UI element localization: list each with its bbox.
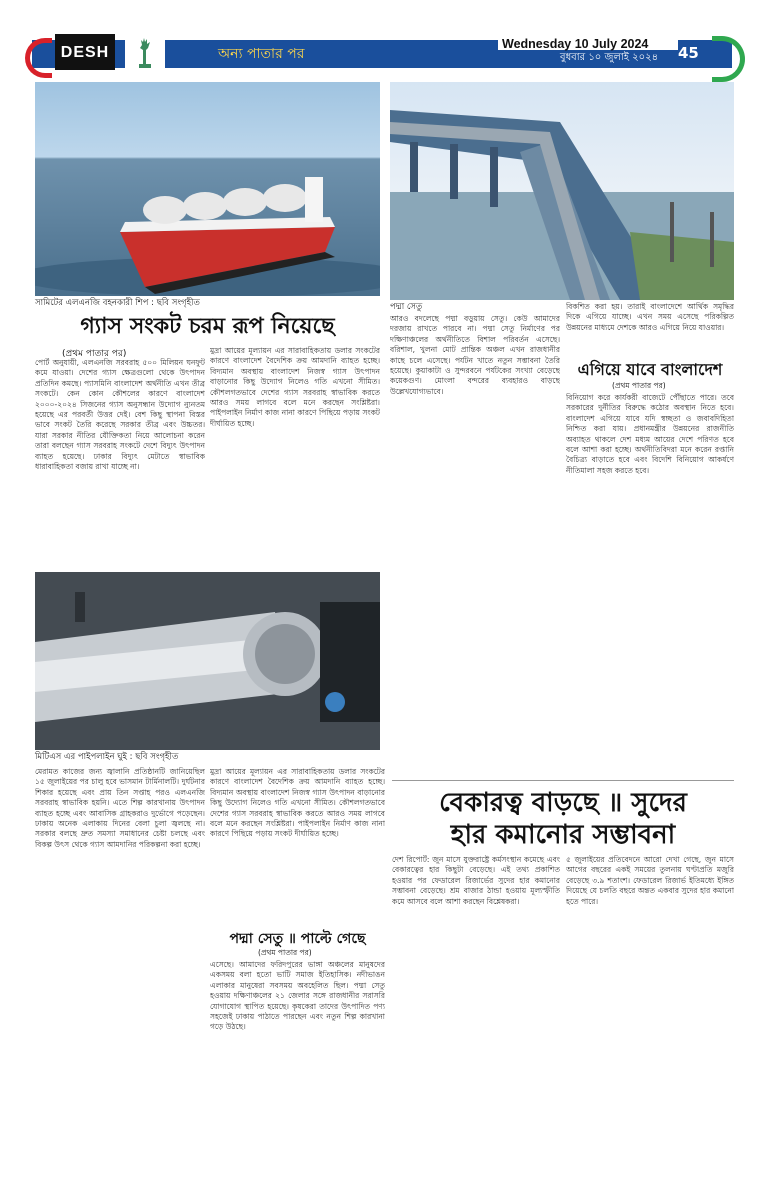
- newspaper-logo[interactable]: [55, 34, 115, 70]
- bridge-column-2: বিকশিত করা হয়। তারাই বাংলাদেশে আর্থিক সমৃদ্ধির দিকে এগিয়ে যাচ্ছে। এখন সময় এসেছে পরিকল্পিত উন্নয়নের মাধ্যমে দেশকে আরও এগিয়ে নিয়ে যাওয়ার।: [566, 302, 734, 332]
- unemployment-column-1: দেশ রিপোর্ট: জুন মাসে যুক্তরাষ্ট্রে কর্মসংস্থান কমেছে এবং বেকারত্বের হার কিছুটা বেড়েছে। এই তথ্য প্রকাশিত হওয়ার পর ফেডারেল রিজার্ভের সুদের হার কমানোর সম্ভাবনা বেড়েছে। শ্রম বাজার ঠান্ডা হওয়ায় মূল্যস্ফীতি কমে আসবে বলে আশা করছেন বিশ্লেষকরা।: [392, 855, 560, 906]
- gas-column-1: পোর্ট অনুযায়ী, এলএনজি সরবরাহ ৫০০ মিলিয়ন ঘনফুট কমে যাওয়া। দেশের গ্যাস ক্ষেত্রগুলো থেকে উৎপাদন প্রতিদিন কমছে। প্যাসমিনি বাংলাদেশ অর্থনীতি এখন তীব্র সংকটে। কেন কোন কৌশলের কারণে বাংলাদেশ ২০০০-২০২৪ সিজনের গ্যাস অনুসন্ধান উদ্যোগ ন্যুনতম হয়েছে এর পরবর্তী উত্তর দেই। বেশ কিছু স্থাপনা বিস্তর ভাবে সংকট তৈরি করেছে সরকার তীব্র এবং উচ্চতর। যারা সরকার নীতির যৌক্তিকতা নিয়ে আলোচনা করেন তারা বলছেন গ্যাস সরবরাহ সংকটে দেশে বিদ্যুৎ উৎপাদন ব্যাহত হয়েছে। ঢাকার বিদ্যুৎ মেটাতে স্বাভাবিক ধারাবাহিকতা বজায় রাখা যাচ্ছে না।: [35, 358, 205, 472]
- section-title: অন্য পাতার পর: [218, 46, 305, 62]
- padma-continued-label: (প্রথম পাতার পর): [258, 948, 312, 957]
- pipeline-illustration: [35, 572, 380, 750]
- lng-ship-photo: [35, 82, 380, 296]
- bridge-illustration: [390, 82, 734, 300]
- date-bengali: বুধবার ১০ জুলাই ২০২৪: [560, 52, 659, 63]
- forward-headline: এগিয়ে যাবে বাংলাদেশ: [577, 360, 723, 379]
- page-number: 45: [678, 44, 699, 62]
- forward-column: বিনিয়োগ করে কার্যকরী বাজেটে পৌঁছাতে পারে। তবে সরকারের দুর্নীতির বিরুদ্ধে কঠোর অবস্থান নিতে হবে। বাংলাদেশ এগিয়ে যাবে যদি স্বচ্ছতা ও জবাবদিহিতা নিশ্চিত করা যায়। প্রধানমন্ত্রীর উন্নয়নের রাজনীতি অব্যাহত থাকলে দেশ মধ্যম আয়ের দেশে পরিণত হবে বলে আশা করা হচ্ছে। অর্থনীতিবিদরা মনে করেন রপ্তানি বৈচিত্র্য বাড়াতে হবে এবং বিদেশি বিনিয়োগ আকর্ষণে নীতিমালা সহজ করতে হবে।: [566, 393, 734, 475]
- gas-column-2: মুদ্রা আয়ের মূল্যায়ন এর সারাবাহিকতায় ডলার সংকটের কারণে বাংলাদেশ বৈদেশিক ক্রয় আমদানি ব্যাহত হচ্ছে। বিদ্যমান অবস্থায় বাংলাদেশ নিজস্ব গ্যাস উৎপাদন বাড়ানোর কিছু উদ্যোগ নিলেও গতি এখনো সীমিত। কৌশলগতভাবে দেশের গ্যাস সরবরাহ স্বাভাবিক করতে আরও সময় লাগবে বলে মনে করছেন সংশ্লিষ্টরা। পাইপলাইন নির্মাণ কাজ নানা কারণে পিছিয়ে পড়ায় সংকট দীর্ঘায়িত হচ্ছে।: [210, 346, 380, 428]
- padma-column: এসেছে। আমাদের ফরিদপুরের ভাঙ্গা অঞ্চলের মানুষদের একসময় বলা হতো ভাটি সমাজ ইতিহাসিক। নদীভাঙন এলাকার মানুষেরা সবসময় অবহেলিত ছিল। পদ্মা সেতু হওয়ায় দক্ষিণাঞ্চলের ২১ জেলার সঙ্গে রাজধানীর সরাসরি যোগাযোগ স্থাপিত হয়েছে। কৃষকেরা তাদের উৎপাদিত পণ্য সহজেই ঢাকায় পাঠাতে পারছেন এবং নতুন শিল্প কারখানা গড়ে উঠছে।: [210, 960, 385, 1032]
- padma-headline: পদ্মা সেতু ॥ পাল্টে গেছে: [229, 931, 366, 947]
- unemployment-headline-line1: বেকারত্ব বাড়ছে ॥ সুদের: [439, 788, 687, 818]
- padma-bridge-photo: [390, 82, 734, 300]
- page-header: [0, 0, 770, 80]
- unemployment-divider: [392, 780, 734, 781]
- ship-illustration: [35, 82, 380, 296]
- gas-continued-label: (প্রথম পাতার পর): [62, 349, 127, 359]
- unemployment-headline-line2: হার কমানোর সম্ভাবনা: [450, 820, 676, 850]
- statue-of-liberty-icon: [125, 36, 165, 68]
- gas-crisis-headline: গ্যাস সংকট চরম রূপ নিয়েছে: [80, 314, 335, 339]
- bridge-column-1: আরও বদলেছে পদ্মা বড়ুয়ায় সেতু। কেউ আমাদের দরজায় রাখতে পারবে না। পদ্মা সেতু নির্মাণের পর দক্ষিণাঞ্চলের অর্থনীতিতে বিশাল পরিবর্তন এসেছে। বরিশাল, খুলনা মোট প্রান্তিক অঞ্চল এখন রাজধানীর কাছে চলে এসেছে। পর্যটন খাতে নতুন সম্ভাবনা তৈরি হয়েছে। কুয়াকাটা ও সুন্দরবনে পর্যটকের সংখ্যা বেড়েছে কয়েকগুণ। মোংলা বন্দরের ব্যবহারও বাড়ছে উল্লেখযোগ্যভাবে।: [390, 314, 560, 396]
- date-english: Wednesday 10 July 2024: [502, 37, 649, 51]
- logo-text: DESH: [60, 44, 110, 61]
- pipeline-photo-caption: মিটিএস এর পাইপলাইন ঘুই : ছবি সংগৃহীত: [35, 752, 179, 762]
- header-left-arc: [25, 38, 52, 78]
- pipeline-column-1: মেরামত কাজের জন্য জ্বালানি প্রতিষ্ঠানটি জানিয়েছিল ১৫ জুলাইয়ের পর চালু হবে ভাসমান টার্মিনালটি। দুর্ঘটনার শিকার হয়েছে এবং প্রায় তিন সপ্তাহ পরও এলএনজি সরবরাহ স্বাভাবিক হয়নি। এতে শিল্প কারখানায় উৎপাদন ব্যাহত হচ্ছে এবং আবাসিক গ্রাহকরাও দুর্ভোগে পড়েছেন। ঢাকায় অনেক এলাকায় দিনের বেলা চুলা জ্বলছে না। সরকার বলছে দ্রুত সমস্যা সমাধানের চেষ্টা চলছে এবং বিকল্প উৎস থেকে গ্যাস আমদানির পরিকল্পনা করা হচ্ছে।: [35, 767, 205, 849]
- unemployment-column-2: ৫ জুলাইয়ের প্রতিবেদনে আরো দেখা গেছে, জুন মাসে আগের বছরের একই সময়ের তুলনায় ঘণ্টাপ্রতি মজুরি বেড়েছে ৩.৯ শতাংশ। ফেডারেল রিজার্ভ ইতিমধ্যে ইঙ্গিত দিয়েছে যে চলতি বছরে অন্তত একবার সুদের হার কমানো হতে পারে।: [566, 855, 734, 906]
- forward-continued-label: (প্রথম পাতার পর): [612, 381, 666, 390]
- header-right-arc: [712, 36, 745, 82]
- pipeline-column-2: মুদ্রা আয়ের মূল্যায়ন এর সারাবাহিকতায় ডলার সংকটের কারণে বাংলাদেশ বৈদেশিক ক্রয় আমদানি ব্যাহত হচ্ছে। বিদ্যমান অবস্থায় বাংলাদেশ নিজস্ব গ্যাস উৎপাদন বাড়ানোর কিছু উদ্যোগ নিলেও গতি এখনো সীমিত। কৌশলগতভাবে দেশের গ্যাস সরবরাহ স্বাভাবিক করতে আরও সময় লাগবে বলে মনে করছেন সংশ্লিষ্টরা। পাইপলাইন নির্মাণ কাজ নানা কারণে পিছিয়ে পড়ায় সংকট দীর্ঘায়িত হচ্ছে।: [210, 767, 385, 839]
- bridge-photo-caption: পদ্মা সেতু: [390, 302, 423, 312]
- pipeline-photo: [35, 572, 380, 750]
- lng-photo-caption: সামিটের এলএনজি বহনকারী শিপ : ছবি সংগৃহীত: [35, 298, 200, 308]
